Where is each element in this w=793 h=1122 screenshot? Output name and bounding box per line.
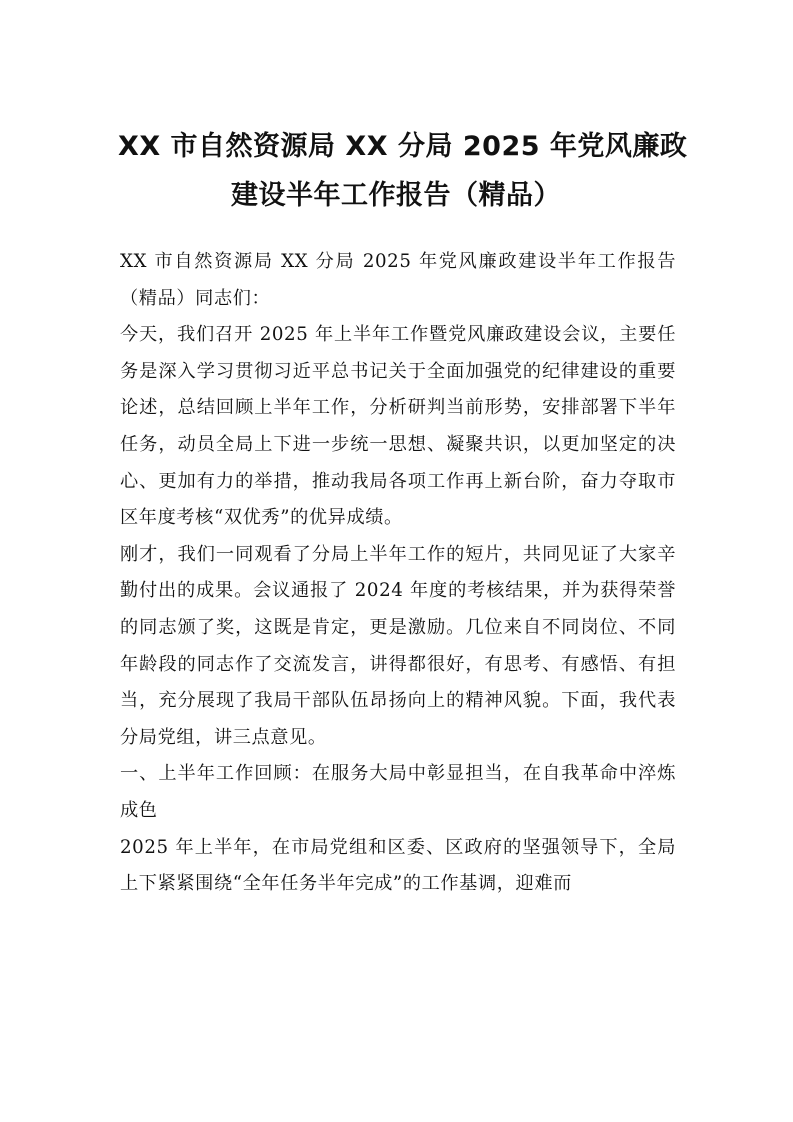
paragraph-opening: 今天，我们召开 2025 年上半年工作暨党风廉政建设会议，主要任务是深入学习贯彻习近平总书记关于全面加强党的纪律建设的重要论述，总结回顾上半年工作，分析研判当前形势，安排部署下半年任务，动员全局上下进一步统一思想、凝聚共识，以更加坚定的决心、更加有力的举措，推动我局各项工作再上新台阶，奋力夺取市区年度考核“双优秀”的优异成绩。 [120,324,676,529]
section-heading-1: 一、上半年工作回顾：在服务大局中彰显担当，在自我革命中淬炼成色 [120,763,676,821]
paragraph-review: 刚才，我们一同观看了分局上半年工作的短片，共同见证了大家辛勤付出的成果。会议通报了 2024 年度的考核结果，并为获得荣誉的同志颁了奖，这既是肯定，更是激励。几位来自不同岗位、不同年龄段的同志作了交流发言，讲得都很好，有思考、有感悟、有担当，充分展现了我局干部队伍昂扬向上的精神风貌。下面，我代表分局党组，讲三点意见。 [120,543,676,748]
title-line-1: XX 市自然资源局 XX 分局 2025 年党风廉政 [118,131,688,162]
paragraph-salutation: XX 市自然资源局 XX 分局 2025 年党风廉政建设半年工作报告（精品）同志们： [120,251,676,309]
title-line-2: 建设半年工作报告（精品） [231,180,561,211]
paragraph-summary: 2025 年上半年，在市局党组和区委、区政府的坚强领导下，全局上下紧紧围绕“全年任务半年完成”的工作基调，迎难而 [120,836,676,895]
document-body [120,244,676,903]
document-title [118,122,688,220]
